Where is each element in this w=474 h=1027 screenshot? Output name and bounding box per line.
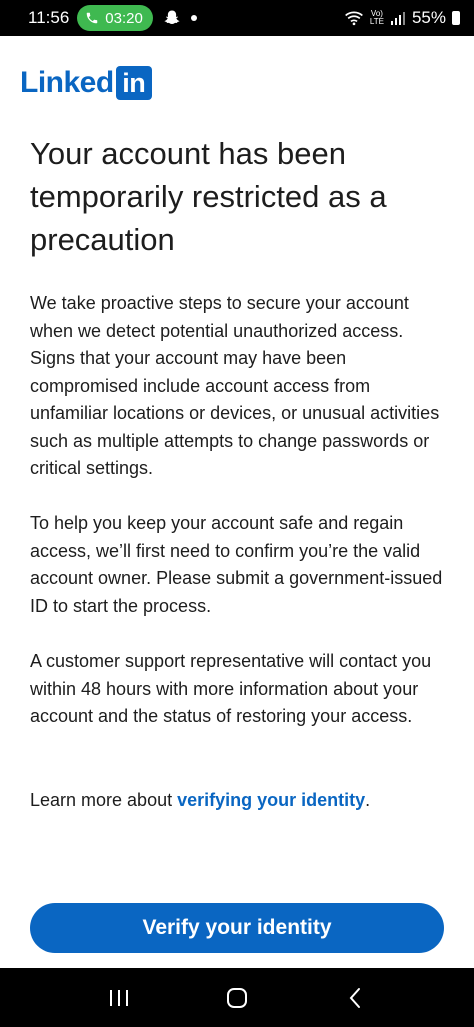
wifi-icon bbox=[344, 10, 364, 26]
back-button[interactable] bbox=[335, 978, 375, 1018]
verify-identity-link[interactable]: verifying your identity bbox=[177, 790, 366, 810]
recents-button[interactable] bbox=[99, 978, 139, 1018]
back-icon bbox=[348, 987, 362, 1009]
learn-more-prefix: Learn more about bbox=[30, 790, 178, 810]
explanation-paragraph: We take proactive steps to secure your account when we detect potential unauthorized access. Signs that your account may have been compromised include account access from unfamiliar locations or devices, or unusual activities such as multiple attempts to change passwords or critical settings. bbox=[30, 293, 440, 478]
logo-in-box: in bbox=[116, 66, 152, 100]
snapchat-icon bbox=[163, 9, 181, 27]
status-bar bbox=[0, 0, 474, 36]
page-title: Your account has been temporarily restricted as a precaution bbox=[30, 136, 387, 257]
recents-icon bbox=[108, 989, 130, 1007]
phone-icon bbox=[85, 11, 99, 25]
battery-icon bbox=[452, 11, 460, 25]
home-button[interactable] bbox=[217, 978, 257, 1018]
logo-wordmark: Linked bbox=[20, 66, 114, 99]
notification-dot bbox=[191, 15, 197, 21]
volte-indicator: Vo) LTE bbox=[369, 9, 384, 26]
support-paragraph: A customer support representative will contact you within 48 hours with more information about your account and the status of restoring your access. bbox=[30, 651, 432, 726]
navigation-bar bbox=[0, 968, 474, 1027]
ongoing-call-indicator[interactable] bbox=[77, 5, 153, 31]
learn-more-paragraph bbox=[30, 787, 450, 815]
page-content bbox=[0, 36, 474, 968]
verification-paragraph: To help you keep your account safe and regain access, we’ll first need to confirm you’re the valid account owner. Please submit a government-issued ID to start the process. bbox=[30, 513, 443, 616]
home-icon bbox=[226, 987, 248, 1009]
signal-icon bbox=[390, 11, 406, 25]
status-time: 11:56 bbox=[28, 8, 70, 27]
battery-percent: 55% bbox=[411, 8, 446, 27]
verify-identity-button[interactable]: Verify your identity bbox=[30, 903, 444, 953]
call-timer: 03:20 bbox=[105, 9, 143, 27]
learn-more-suffix: . bbox=[365, 790, 371, 810]
linkedin-logo[interactable] bbox=[20, 66, 152, 100]
status-right-cluster bbox=[344, 8, 460, 28]
